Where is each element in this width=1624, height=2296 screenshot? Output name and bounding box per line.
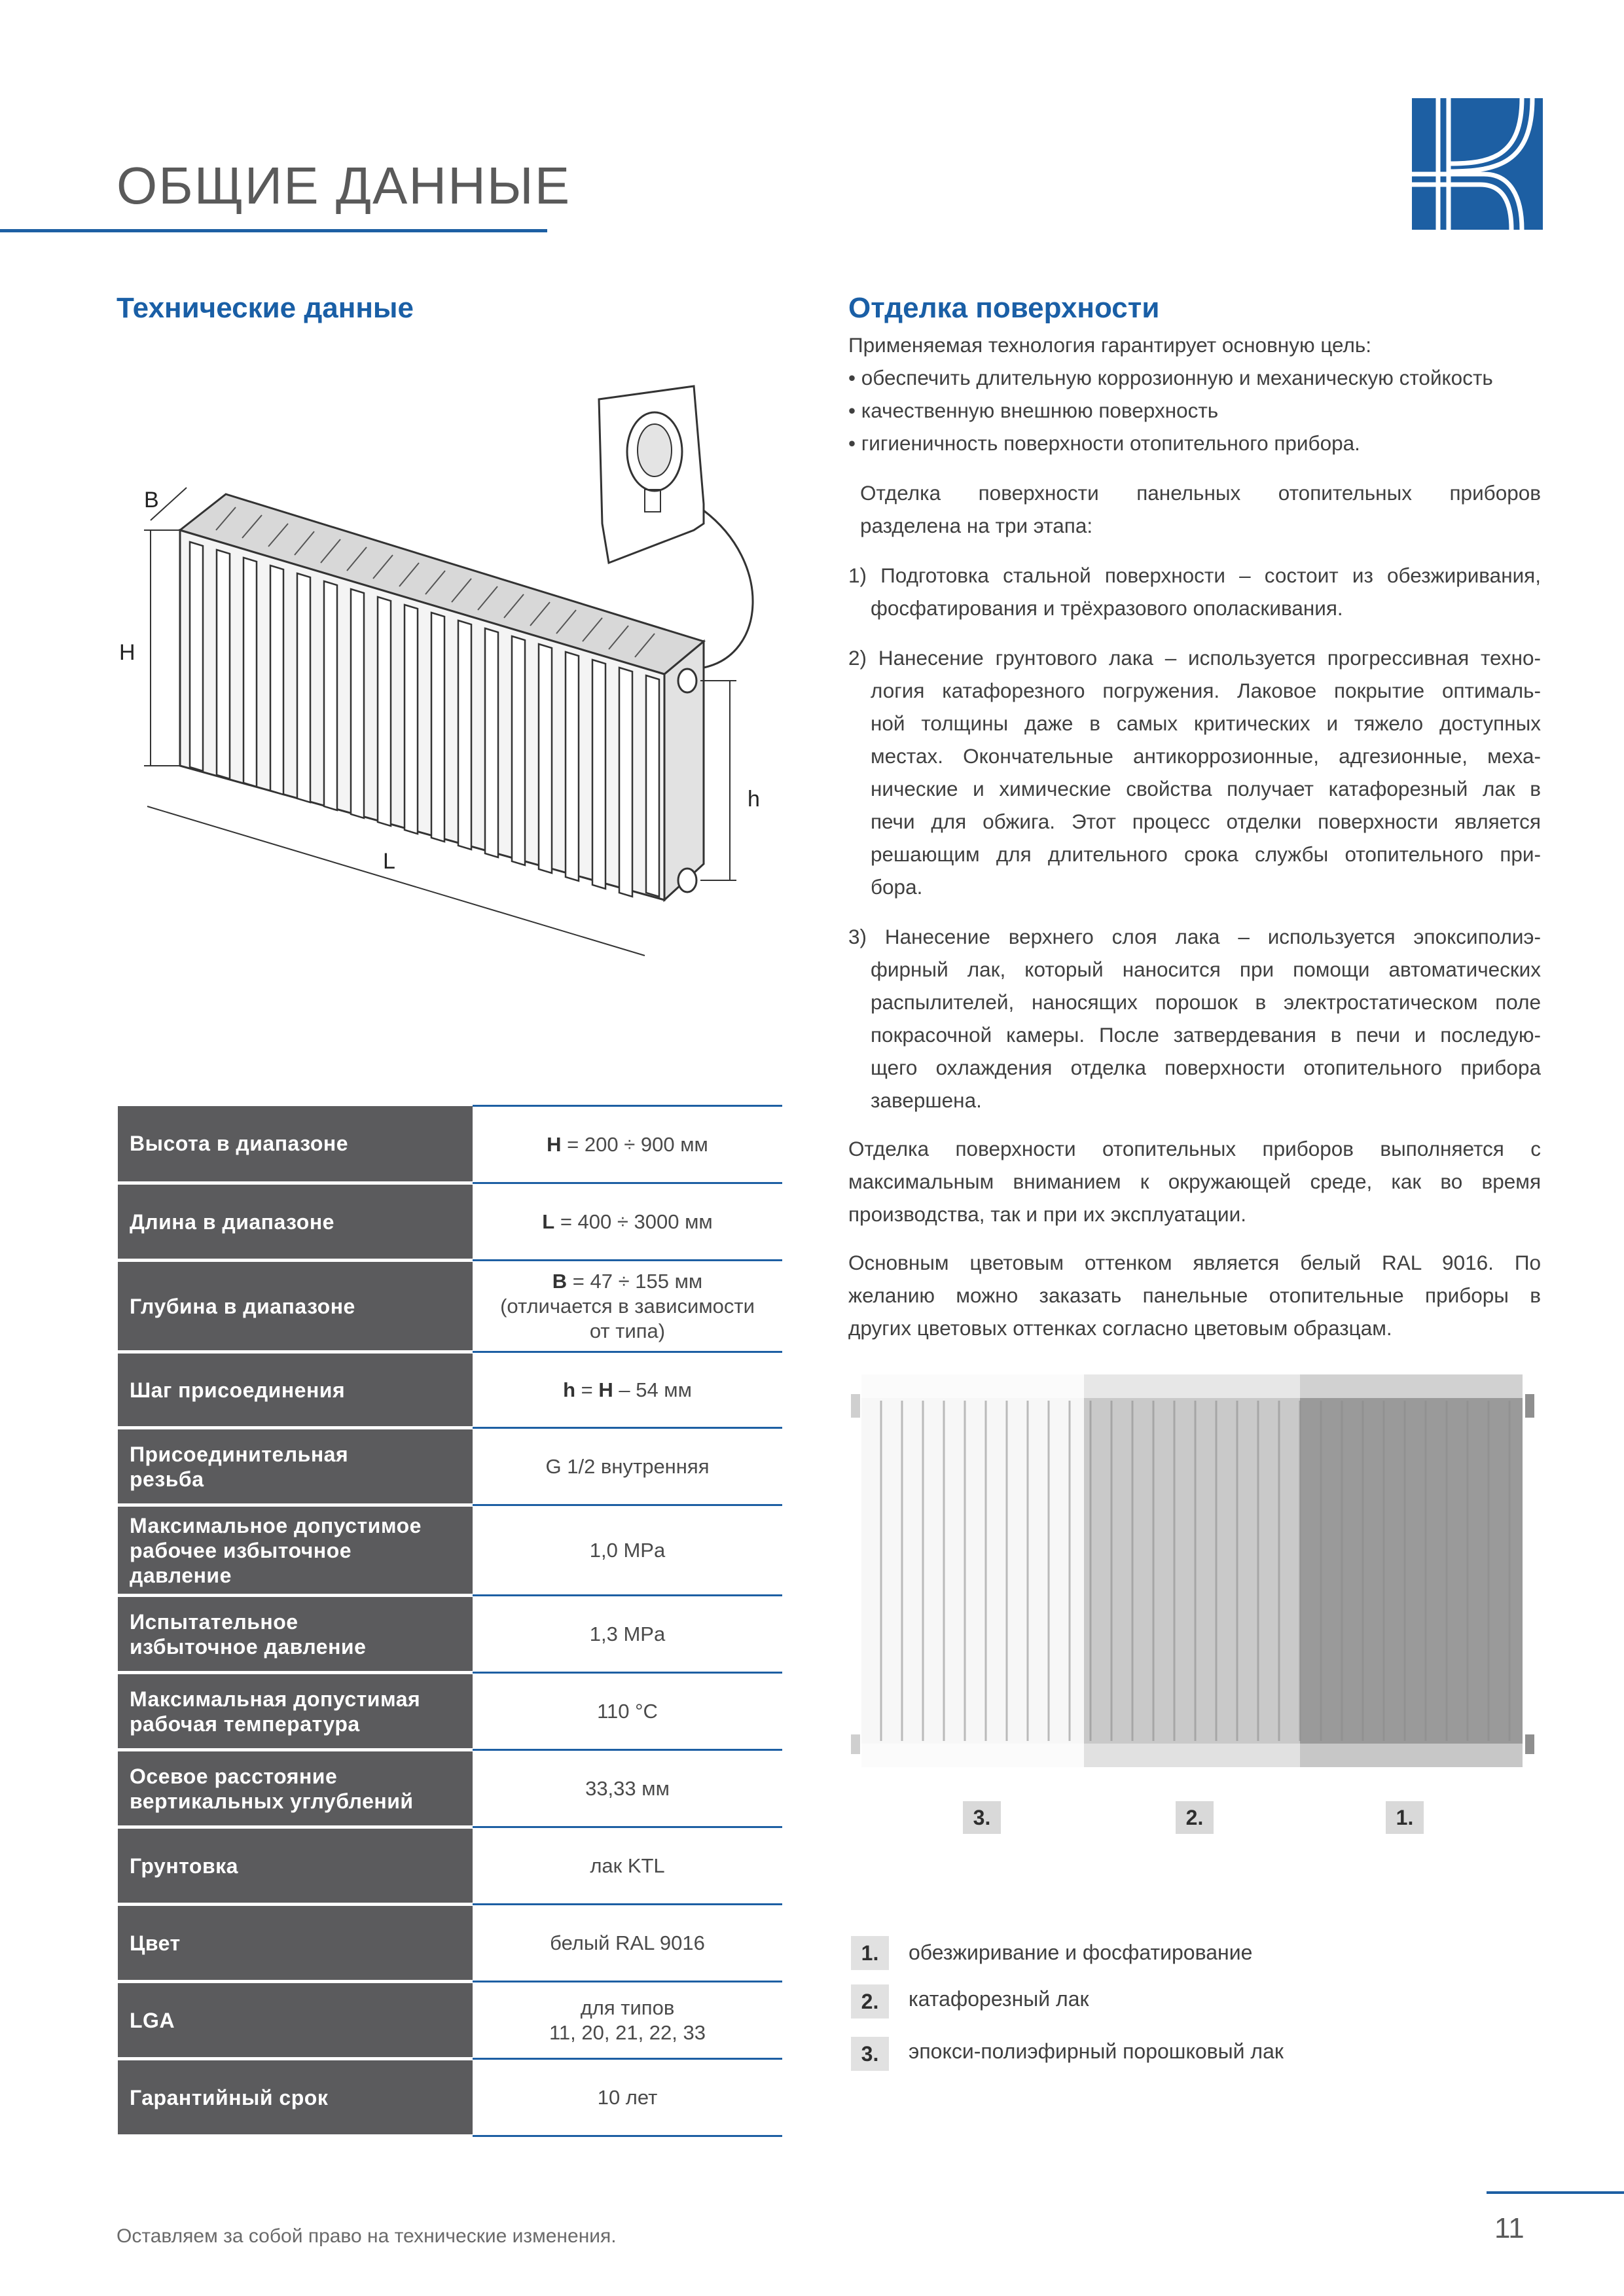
table-row xyxy=(118,1596,782,1673)
color-line: желанию можно заказать панельные отопительные приборы в xyxy=(848,1283,1541,1307)
spec-label: Максимальная допустимая рабочая температура xyxy=(118,1673,473,1750)
spec-label: Грунтовка xyxy=(118,1827,473,1905)
spec-label: Шаг присоединения xyxy=(118,1352,473,1428)
spec-value: 10 лет xyxy=(473,2059,782,2136)
spec-value: 1,3 MPa xyxy=(473,1596,782,1673)
legend-text: обезжиривание и фосфатирование xyxy=(909,1941,1253,1964)
spec-label: Цвет xyxy=(118,1905,473,1982)
table-row xyxy=(118,1905,782,1982)
table-row xyxy=(118,1505,782,1596)
spec-value: G 1/2 внутренняя xyxy=(473,1428,782,1505)
step2-line: нические и химические свойства получает катафорезный лак в xyxy=(871,777,1541,800)
table-row xyxy=(118,1982,782,2059)
table-row xyxy=(118,1428,782,1505)
step2-line: решающим для длительного срока службы отопительного при- xyxy=(871,842,1541,866)
spec-label: Испытательное избыточное давление xyxy=(118,1596,473,1673)
spec-value: лак KTL xyxy=(473,1827,782,1905)
bullet-item: • обеспечить длительную коррозионную и механическую стойкость xyxy=(848,366,1493,389)
spec-label: Длина в диапазоне xyxy=(118,1183,473,1261)
step3-line: распылителей, наносящих порошок в электростатическом поле xyxy=(871,990,1541,1014)
title-underline xyxy=(0,229,547,232)
spec-value: h = H – 54 мм xyxy=(473,1352,782,1428)
spec-value: белый RAL 9016 xyxy=(473,1905,782,1982)
table-row xyxy=(118,1827,782,1905)
table-row xyxy=(118,1750,782,1827)
table-row xyxy=(118,1106,782,1183)
spec-label: Осевое расстояние вертикальных углублений xyxy=(118,1750,473,1827)
env-line: Отделка поверхности отопительных приборов выполняется с xyxy=(848,1137,1541,1160)
spec-label: Гарантийный срок xyxy=(118,2059,473,2136)
step3-line: завершена. xyxy=(871,1088,982,1112)
spec-table xyxy=(118,1105,782,2138)
legend-number: 3. xyxy=(851,2037,889,2071)
brand-logo xyxy=(1412,98,1543,230)
legend-text: эпокси-полиэфирный порошковый лак xyxy=(909,2039,1284,2063)
table-row xyxy=(118,2059,782,2136)
step3-line: 3) Нанесение верхнего слоя лака – используется эпоксиполиэ- xyxy=(848,925,1541,948)
surface-intro: Применяемая технология гарантирует основную цель: xyxy=(848,333,1372,357)
spec-label: LGA xyxy=(118,1982,473,2059)
bullet-item: • качественную внешнюю поверхность xyxy=(848,399,1219,422)
step2-line: бора. xyxy=(871,875,923,899)
photo-label: 1. xyxy=(1386,1801,1424,1834)
step3-line: фирный лак, который наносится при помощи автоматических xyxy=(871,958,1541,981)
tech-data-heading: Технические данные xyxy=(117,292,414,324)
table-row xyxy=(118,1352,782,1428)
photo-label: 2. xyxy=(1176,1801,1214,1834)
table-row xyxy=(118,1673,782,1750)
legend-text: катафорезный лак xyxy=(909,1987,1089,2011)
step2-line: местах. Окончательные антикоррозионные, адгезионные, меха- xyxy=(871,744,1541,768)
step2-line: логия катафорезного погружения. Лаковое покрытие оптималь- xyxy=(871,679,1541,702)
table-row xyxy=(118,1261,782,1352)
dim-label-b: B xyxy=(144,488,159,512)
step2-line: ной толщины даже в самых критических и тяжело доступных xyxy=(871,711,1541,735)
spec-label: Глубина в диапазоне xyxy=(118,1261,473,1352)
spec-label: Высота в диапазоне xyxy=(118,1106,473,1183)
bullet-item: • гигиеничность поверхности отопительного прибора. xyxy=(848,431,1360,455)
radiator-finish-photo xyxy=(848,1368,1538,1787)
step1-line: 1) Подготовка стальной поверхности – состоит из обезжиривания, xyxy=(848,564,1541,587)
spec-value: 110 °C xyxy=(473,1673,782,1750)
spec-value: H = 200 ÷ 900 мм xyxy=(473,1106,782,1183)
table-row xyxy=(118,1183,782,1261)
stages-intro-line: разделена на три этапа: xyxy=(860,514,1093,537)
stages-intro-line: Отделка поверхности панельных отопительных приборов xyxy=(860,481,1541,505)
legend-number: 2. xyxy=(851,1984,889,2018)
footer-rule xyxy=(1487,2191,1624,2194)
spec-value: L = 400 ÷ 3000 мм xyxy=(473,1183,782,1261)
spec-label: Присоединительная резьба xyxy=(118,1428,473,1505)
color-line: Основным цветовым оттенком является белый RAL 9016. По xyxy=(848,1251,1541,1274)
spec-label: Максимальное допустимое рабочее избыточное давление xyxy=(118,1505,473,1596)
color-line: других цветовых оттенках согласно цветовым образцам. xyxy=(848,1316,1392,1340)
page-title: ОБЩИЕ ДАННЫЕ xyxy=(117,156,571,215)
env-line: производства, так и при их эксплуатации. xyxy=(848,1202,1246,1226)
spec-value: B = 47 ÷ 155 мм (отличается в зависимости от типа) xyxy=(473,1261,782,1352)
page-number: 11 xyxy=(1494,2212,1525,2244)
step3-line: покрасочной камеры. После затвердевания в печи и последую- xyxy=(871,1023,1541,1047)
dim-label-h-lower: h xyxy=(748,787,760,812)
spec-value: 33,33 мм xyxy=(473,1750,782,1827)
legend-number: 1. xyxy=(851,1936,889,1970)
step3-line: щего охлаждения отделка поверхности отопительного прибора xyxy=(871,1056,1541,1079)
dim-label-l: L xyxy=(383,849,395,874)
spec-value: 1,0 MPa xyxy=(473,1505,782,1596)
dim-label-h-upper: H xyxy=(119,640,135,665)
footer-disclaimer: Оставляем за собой право на технические изменения. xyxy=(117,2225,617,2247)
radiator-drawing xyxy=(111,367,766,969)
spec-value: для типов 11, 20, 21, 22, 33 xyxy=(473,1982,782,2059)
step1-line: фосфатирования и трёхразового ополаскивания. xyxy=(871,596,1343,620)
step2-line: печи для обжига. Этот процесс отделки поверхности является xyxy=(871,810,1541,833)
env-line: максимальным вниманием к окружающей среде, как во время xyxy=(848,1170,1541,1193)
photo-label: 3. xyxy=(963,1801,1001,1834)
surface-heading: Отделка поверхности xyxy=(848,292,1160,324)
step2-line: 2) Нанесение грунтового лака – используется прогрессивная техно- xyxy=(848,646,1541,670)
